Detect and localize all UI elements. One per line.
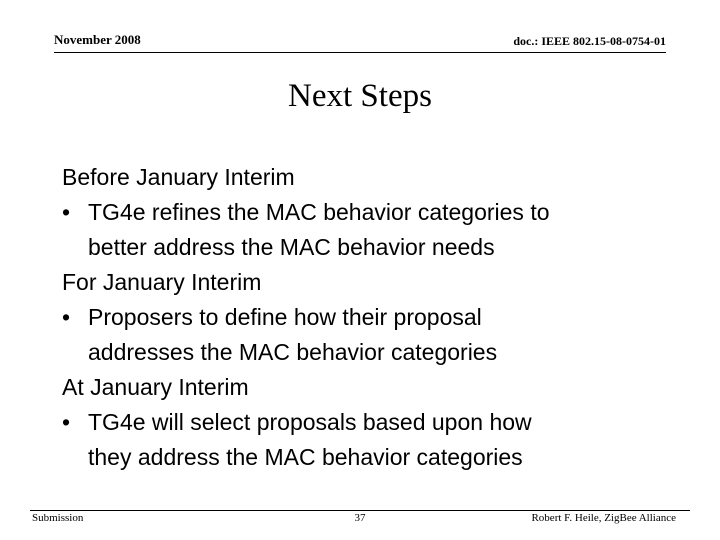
bullet-icon: • [62,409,71,435]
footer-submission: Submission [32,512,84,524]
section-heading-before: Before January Interim [62,164,295,190]
bullet-text-continuation: they address the MAC behavior categories [88,444,523,470]
bullet-icon: • [62,199,71,225]
section-heading-for: For January Interim [62,269,262,295]
bullet-icon: • [62,304,71,330]
slide-title: Next Steps [288,78,432,114]
bullet-text-continuation: addresses the MAC behavior categories [88,339,498,365]
footer-divider [30,510,690,511]
bullet-text-continuation: better address the MAC behavior needs [88,234,495,260]
bullet-text: Proposers to define how their proposal [88,304,482,330]
bullet-item-before [62,195,672,230]
header-date: November 2008 [54,32,141,47]
bullet-text: TG4e refines the MAC behavior categories to [88,199,550,225]
slide-body [62,160,672,475]
header-doc-id: doc.: IEEE 802.15-08-0754-01 [513,34,666,48]
header-divider [54,52,666,53]
bullet-text: TG4e will select proposals based upon how [88,409,532,435]
bullet-item-for [62,300,672,335]
bullet-item-at [62,405,672,440]
footer-page-number: 37 [354,512,366,524]
section-heading-at: At January Interim [62,374,249,400]
footer-author: Robert F. Heile, ZigBee Alliance [531,512,676,524]
